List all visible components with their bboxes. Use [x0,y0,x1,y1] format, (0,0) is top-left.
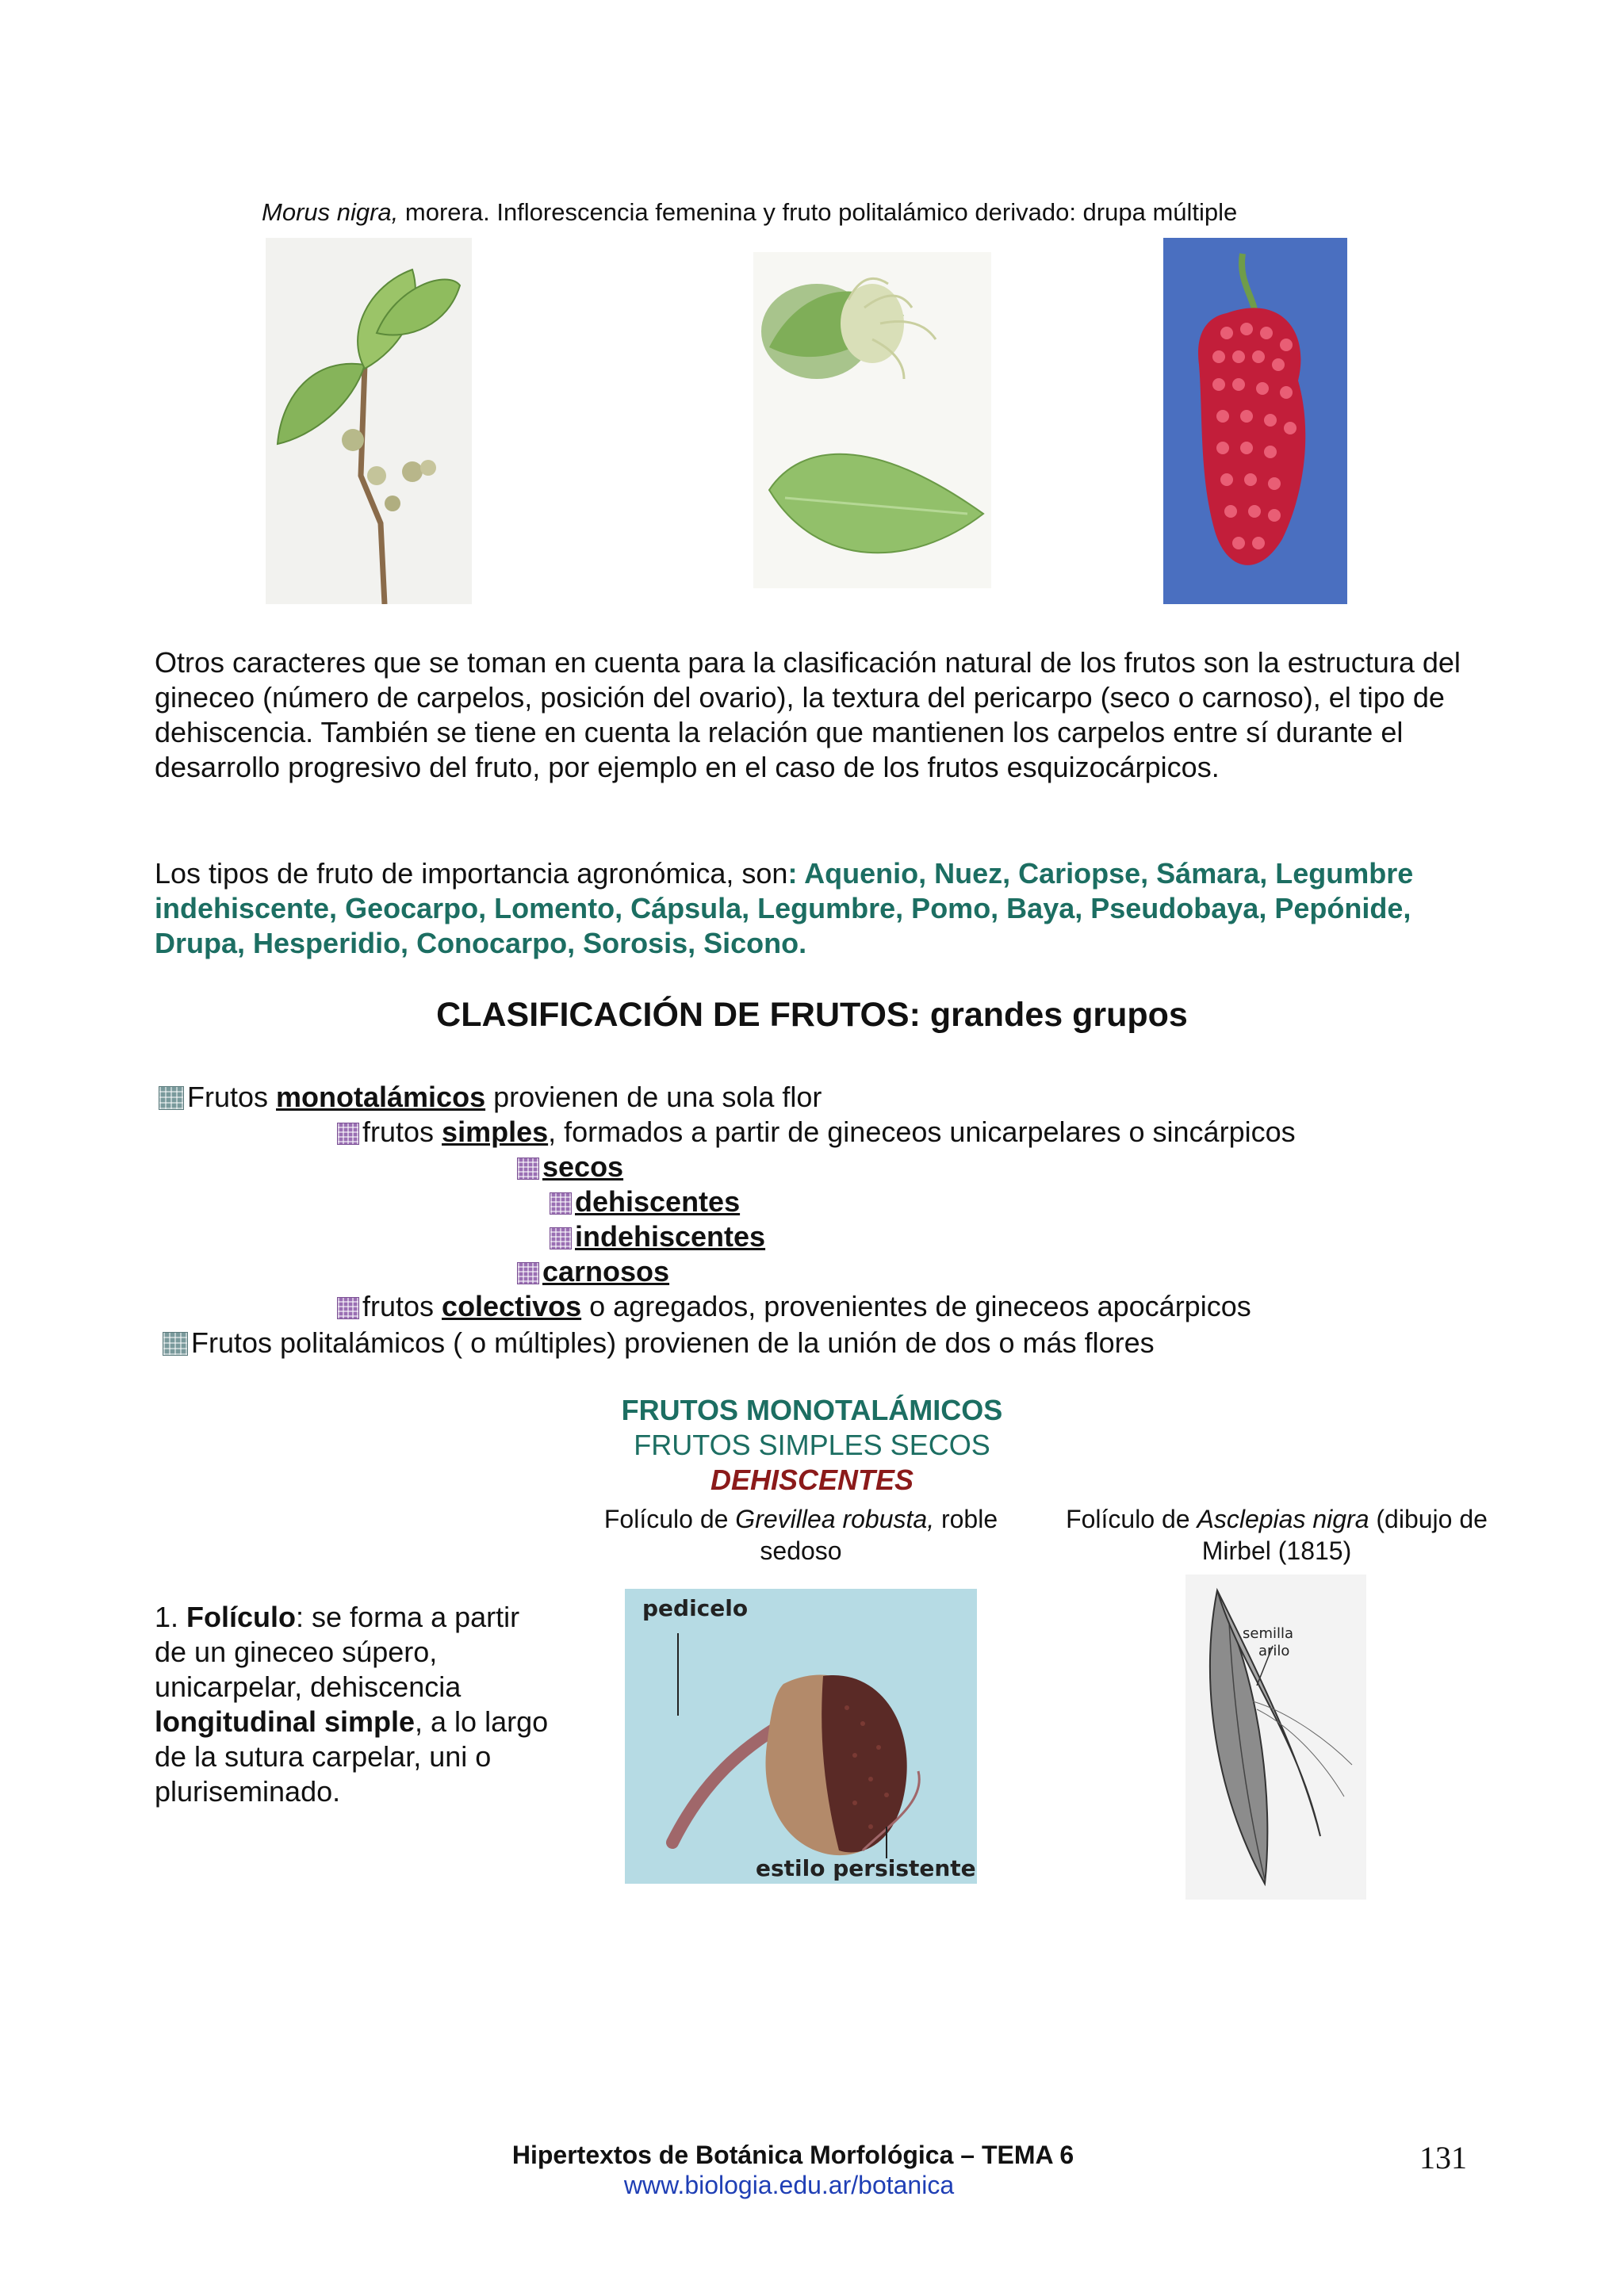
outline-simples [337,1115,1296,1150]
caption-text: (dibujo de Mirbel (1815) [1201,1505,1488,1565]
caption-text: Folículo de [603,1505,736,1533]
caption-species: Grevillea robusta, [735,1505,935,1533]
outline-keyword: carnosos [542,1255,670,1288]
outline-carnosos [517,1254,669,1289]
outline-monotalamicos [159,1080,822,1115]
top-caption-text: morera. Inflorescencia femenina y fruto politalámico derivado: drupa múltiple [398,198,1238,226]
outline-keyword: dehiscentes [575,1185,741,1218]
label-semilla: semilla [1243,1625,1294,1642]
caption-text: roble sedoso [760,1505,998,1565]
outline-text: Frutos [187,1081,277,1113]
outline-text: o agregados, provenientes de gineceos apocárpicos [581,1290,1251,1322]
fruit-types-list: : Aquenio, Nuez, Cariopse, Sámara, Legumbre indehiscente, Geocarpo, Lomento, Cápsula, Legumbre, Pomo, Baya, Pseudobaya, Pepónide, Drupa, Hesperidio, Conocarpo, Sorosis, Sicono. [155,857,1414,959]
section-title-monotalamicos: FRUTOS MONOTALÁMICOS [621,1394,1003,1426]
caption-text: Folículo de [1066,1505,1197,1533]
outline-keyword: indehiscentes [575,1220,766,1253]
term-foliculo: Folículo [186,1601,297,1633]
outline-text: provienen de una sola flor [485,1081,822,1113]
figure2-caption [1039,1503,1515,1567]
label-arilo: arilo [1258,1643,1290,1659]
description-text: , a lo largo de la sutura carpelar, uni o pluriseminado. [155,1705,549,1808]
outline-dehiscentes [550,1184,740,1219]
outline-keyword: simples [442,1115,549,1148]
morus-branch-photo [266,238,472,604]
mulberry-fruit-photo [1163,238,1347,604]
classification-heading: CLASIFICACIÓN DE FRUTOS: grandes grupos [436,996,1188,1034]
label-pedicelo: pedicelo [642,1595,749,1621]
outline-keyword: monotalámicos [276,1081,486,1113]
top-caption-species: Morus nigra, [262,198,399,226]
page-number: 131 [1419,2140,1467,2175]
section-title-simples-secos: FRUTOS SIMPLES SECOS [634,1429,990,1461]
figure1-caption [579,1503,1023,1567]
description-text: : se forma a partir de un gineceo súpero, unicarpelar, dehiscencia [155,1601,520,1703]
top-caption [262,198,1237,227]
grevillea-follicle-photo [625,1589,977,1884]
grid-bullet-icon [337,1297,359,1319]
outline-text: frutos [362,1115,442,1148]
footer-url-link[interactable]: www.biologia.edu.ar/botanica [623,2171,955,2199]
footer-title: Hipertextos de Botánica Morfológica – TEMA 6 [511,2141,1074,2169]
outline-politalamicos [163,1326,1155,1360]
grid-bullet-icon [337,1123,359,1145]
outline-text: Frutos politalámicos ( o múltiples) provienen de la unión de dos o más flores [191,1326,1155,1359]
outline-keyword: secos [542,1150,624,1183]
morus-inflorescence-photo [753,252,991,588]
paragraph-fruit-types-lead: Los tipos de fruto de importancia agronómica, son [155,857,788,890]
term-longitudinal: longitudinal simple [155,1705,416,1738]
grid-bullet-icon [163,1332,188,1356]
outline-colectivos [337,1289,1251,1324]
section-title-dehiscentes: DEHISCENTES [710,1464,914,1496]
foliculo-description [155,1600,551,1809]
grid-bullet-icon [159,1086,184,1110]
outline-indehiscentes [550,1219,765,1254]
asclepias-drawing [1185,1575,1366,1900]
outline-keyword: colectivos [442,1290,582,1322]
item-number: 1. [155,1601,187,1633]
grid-bullet-icon [550,1192,572,1215]
caption-species: Asclepias nigra [1197,1505,1369,1533]
paragraph-fruit-types [155,856,1471,961]
grid-bullet-icon [517,1262,539,1284]
grid-bullet-icon [550,1227,572,1249]
outline-secos [517,1150,623,1184]
paragraph-characters: Otros caracteres que se toman en cuenta para la clasificación natural de los frutos son la estructura del gineceo (número de carpelos, posición del ovario), la textura del pericarpo (seco o carnoso), el tipo de dehiscencia. También se tiene en cuenta la relación que mantienen los carpelos entre sí durante el desarrollo progresivo del fruto, por ejemplo en el caso de los frutos esquizocárpicos. [155,646,1461,783]
grid-bullet-icon [517,1158,539,1180]
outline-text: , formados a partir de gineceos unicarpelares o sincárpicos [548,1115,1296,1148]
outline-text: frutos [362,1290,442,1322]
label-estilo-persistente: estilo persistente [756,1855,976,1881]
